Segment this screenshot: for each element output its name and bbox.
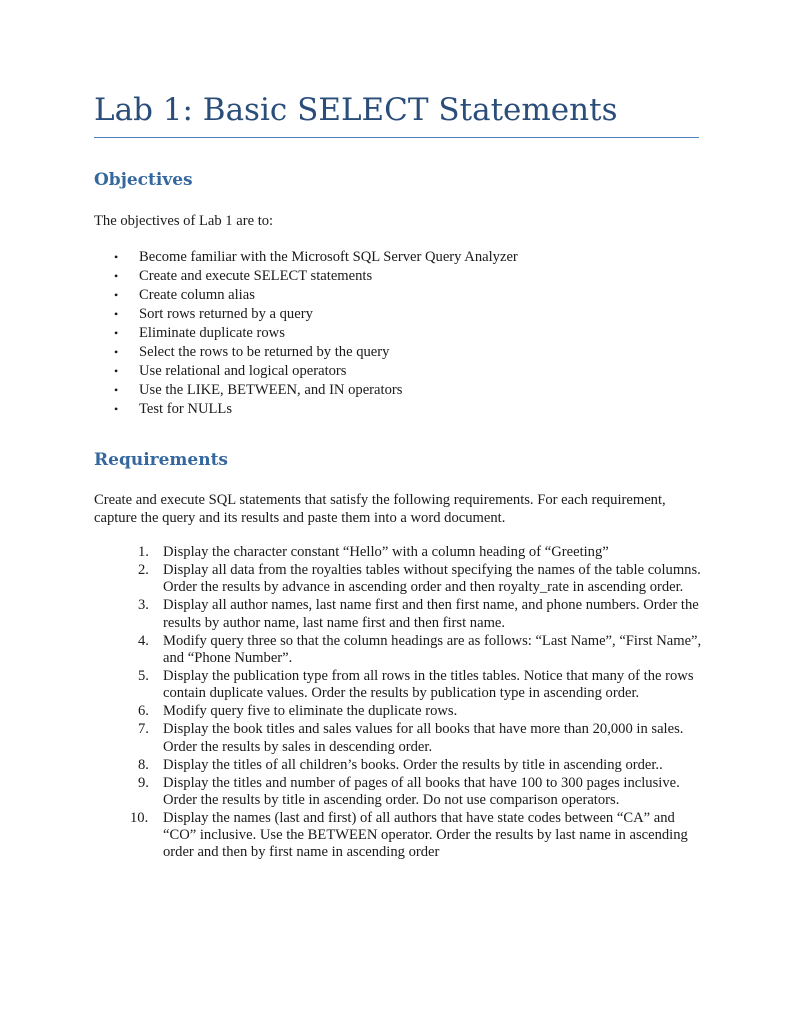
requirement-number: 4.: [138, 632, 149, 649]
bullet-icon: •: [114, 288, 119, 302]
requirement-text: Display the names (last and first) of all authors that have state codes between “CA” and “CO” inclusive. Use the BETWEEN operator. Order the results by last name in ascending order and then by first name in ascending order: [163, 810, 688, 861]
list-item: [94, 248, 518, 267]
bullet-icon: •: [114, 402, 119, 416]
requirement-number: 7.: [138, 721, 149, 738]
list-item: [94, 633, 704, 667]
objective-text: Select the rows to be returned by the query: [139, 344, 390, 360]
objective-text: Create column alias: [139, 287, 255, 303]
requirement-text: Display all author names, last name first and then first name, and phone numbers. Order the results by author name, last name first and then first name.: [163, 597, 699, 631]
objectives-heading: Objectives: [94, 170, 193, 190]
list-item: [94, 362, 518, 381]
requirement-text: Display all data from the royalties tables without specifying the names of the table columns. Order the results by advance in ascending order and then royalty_rate in ascending order.: [163, 562, 701, 596]
requirement-text: Display the titles of all children’s books. Order the results by title in ascending order..: [163, 756, 663, 773]
bullet-icon: •: [114, 345, 119, 359]
requirement-text: Display the publication type from all rows in the titles tables. Notice that many of the rows contain duplicate values. Order the results by publication type in ascending order.: [163, 667, 694, 702]
requirement-number: 1.: [138, 544, 149, 560]
requirement-text: Modify query three so that the column headings are as follows: “Last Name”, “First Name”, and “Phone Number”.: [163, 632, 702, 666]
requirement-text: Display the character constant “Hello” with a column heading of “Greeting”: [163, 544, 609, 560]
requirement-number: 9.: [138, 774, 149, 791]
bullet-icon: •: [114, 364, 119, 378]
title-divider: [94, 137, 699, 138]
list-item: [94, 267, 518, 286]
bullet-icon: •: [114, 383, 119, 397]
list-item: [94, 810, 704, 862]
list-item: [94, 381, 518, 400]
requirements-list: [94, 544, 704, 863]
requirement-number: 10.: [130, 810, 149, 827]
bullet-icon: •: [114, 326, 119, 340]
requirement-number: 2.: [138, 562, 149, 579]
objectives-list: [94, 248, 518, 419]
requirement-number: 5.: [138, 667, 149, 684]
requirement-number: 6.: [138, 703, 149, 720]
list-item: [94, 597, 704, 631]
objective-text: Test for NULLs: [139, 401, 233, 417]
page-title: Lab 1: Basic SELECT Statements: [94, 92, 618, 128]
list-item: [94, 305, 518, 324]
objective-text: Become familiar with the Microsoft SQL Server Query Analyzer: [139, 249, 518, 265]
list-item: [94, 757, 704, 774]
list-item: [94, 400, 518, 419]
list-item: [94, 286, 518, 305]
objective-text: Use the LIKE, BETWEEN, and IN operators: [139, 382, 403, 398]
requirement-text: Modify query five to eliminate the duplicate rows.: [163, 703, 458, 720]
objective-text: Create and execute SELECT statements: [139, 268, 373, 284]
objective-text: Use relational and logical operators: [139, 363, 347, 379]
bullet-icon: •: [114, 250, 119, 264]
list-item: [94, 562, 704, 596]
bullet-icon: •: [114, 269, 119, 283]
list-item: [94, 703, 704, 720]
requirements-intro: Create and execute SQL statements that satisfy the following requirements. For each requirement, capture the query and its results and paste them into a word document.: [94, 492, 666, 526]
list-item: [94, 721, 704, 755]
objectives-intro: The objectives of Lab 1 are to:: [94, 213, 274, 229]
requirements-heading: Requirements: [94, 450, 229, 470]
requirement-number: 8.: [138, 756, 149, 773]
requirement-text: Display the titles and number of pages of all books that have 100 to 300 pages inclusive. Order the results by title in ascending order. Do not use comparison operators.: [163, 774, 680, 808]
list-item: [94, 544, 704, 561]
objective-text: Sort rows returned by a query: [139, 306, 313, 322]
requirement-number: 3.: [138, 597, 149, 614]
requirement-text: Display the book titles and sales values for all books that have more than 20,000 in sales. Order the results by sales in descending order.: [163, 721, 684, 755]
objective-text: Eliminate duplicate rows: [139, 325, 285, 341]
list-item: [94, 668, 704, 702]
list-item: [94, 343, 518, 362]
list-item: [94, 775, 704, 809]
bullet-icon: •: [114, 307, 119, 321]
list-item: [94, 324, 518, 343]
